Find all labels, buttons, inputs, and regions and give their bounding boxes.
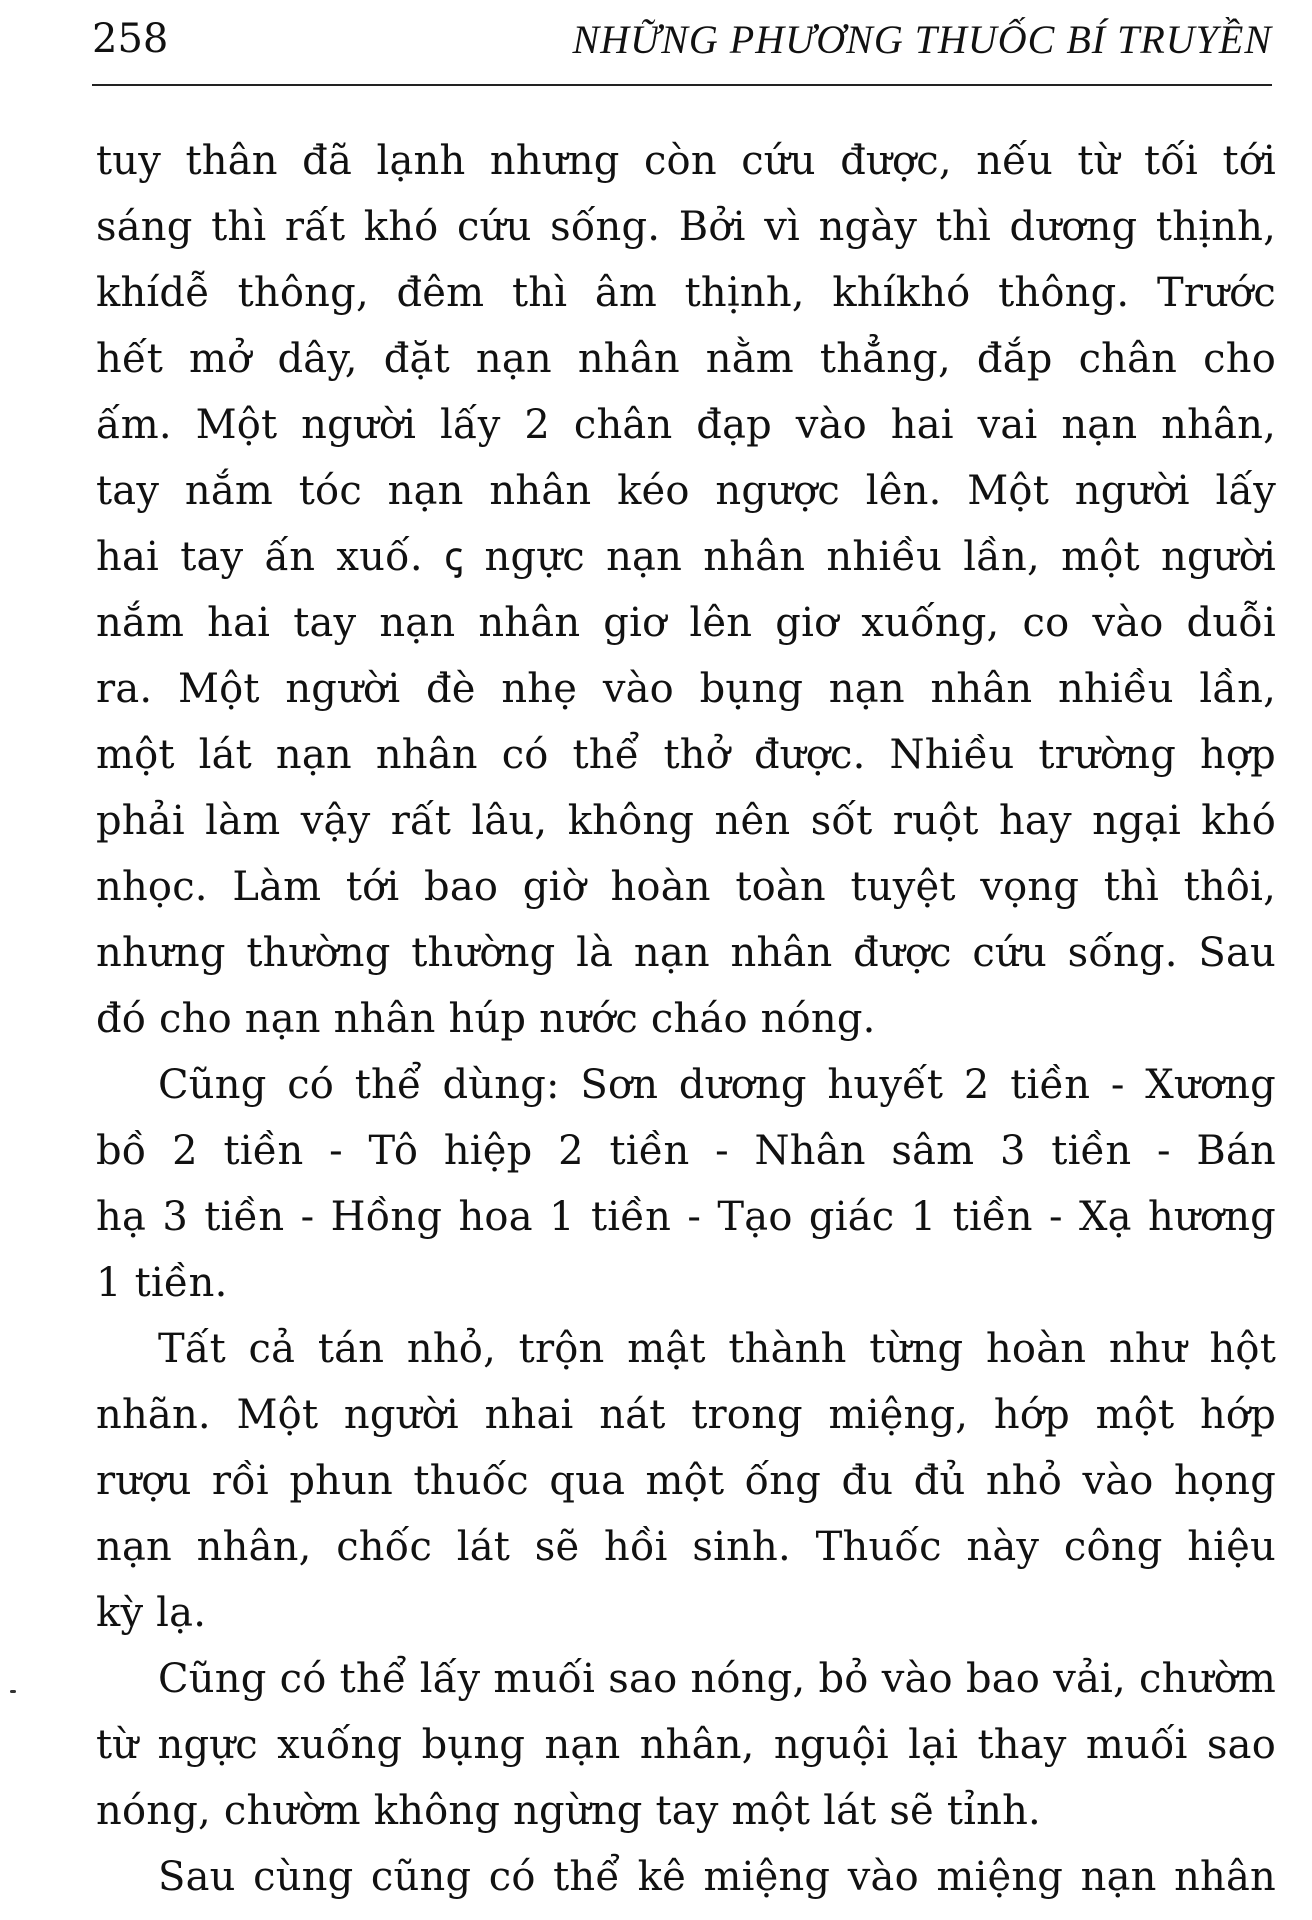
text-line: 1 tiền. [96,1260,228,1306]
text-line: một lát nạn nhân có thể thở được. Nhiều trường hợp [96,732,1276,778]
text-line: nhãn. Một người nhai nát trong miệng, hớp một hớp [96,1392,1276,1438]
text-line: đó cho nạn nhân húp nước cháo nóng. [96,996,876,1042]
text-line: Cũng có thể dùng: Sơn dương huyết 2 tiền - Xương [158,1062,1276,1108]
text-line: hạ 3 tiền - Hồng hoa 1 tiền - Tạo giác 1 tiền - Xạ hương [96,1194,1276,1240]
running-title: NHỮNG PHƯƠNG THUỐC BÍ TRUYỀN [572,17,1272,62]
text-line: Cũng có thể lấy muối sao nóng, bỏ vào bao vải, chườm [158,1656,1276,1702]
text-line: tuy thân đã lạnh nhưng còn cứu được, nếu từ tối tới [96,138,1276,184]
text-line: hai tay ấn xuố. ꞔ ngực nạn nhân nhiều lần, một người [96,534,1276,580]
text-line: bồ 2 tiền - Tô hiệp 2 tiền - Nhân sâm 3 tiền - Bán [96,1128,1276,1174]
text-line: hết mở dây, đặt nạn nhân nằm thẳng, đắp chân cho [96,336,1276,382]
scan-speck [10,1690,16,1693]
text-line: nhưng thường thường là nạn nhân được cứu sống. Sau [96,930,1276,976]
body-text [96,128,1276,1910]
text-line: ấm. Một người lấy 2 chân đạp vào hai vai nạn nhân, [96,402,1276,448]
page-header [92,8,1272,78]
text-line: nhọc. Làm tới bao giờ hoàn toàn tuyệt vọng thì thôi, [96,864,1276,910]
text-line: rượu rồi phun thuốc qua một ống đu đủ nhỏ vào họng [96,1458,1276,1504]
text-line: kỳ lạ. [96,1590,207,1636]
text-line: phải làm vậy rất lâu, không nên sốt ruột hay ngại khó [96,798,1276,844]
text-line: ra. Một người đè nhẹ vào bụng nạn nhân nhiều lần, [96,666,1276,712]
text-line: nắm hai tay nạn nhân giơ lên giơ xuống, co vào duỗi [96,600,1276,646]
text-line: nạn nhân, chốc lát sẽ hồi sinh. Thuốc này công hiệu [96,1524,1276,1570]
page-number: 258 [92,16,169,62]
text-line: sáng thì rất khó cứu sống. Bởi vì ngày thì dương thịnh, [96,204,1276,250]
text-line: tay nắm tóc nạn nhân kéo ngược lên. Một người lấy [96,468,1276,514]
text-line: khídễ thông, đêm thì âm thịnh, khíkhó thông. Trước [96,270,1276,316]
header-divider [92,84,1272,86]
text-line: từ ngực xuống bụng nạn nhân, nguội lại thay muối sao [96,1722,1276,1768]
text-line: nóng, chườm không ngừng tay một lát sẽ tỉnh. [96,1788,1041,1834]
text-line: Tất cả tán nhỏ, trộn mật thành từng hoàn như hột [158,1326,1276,1372]
text-line: Sau cùng cũng có thể kê miệng vào miệng nạn nhân [158,1854,1276,1900]
